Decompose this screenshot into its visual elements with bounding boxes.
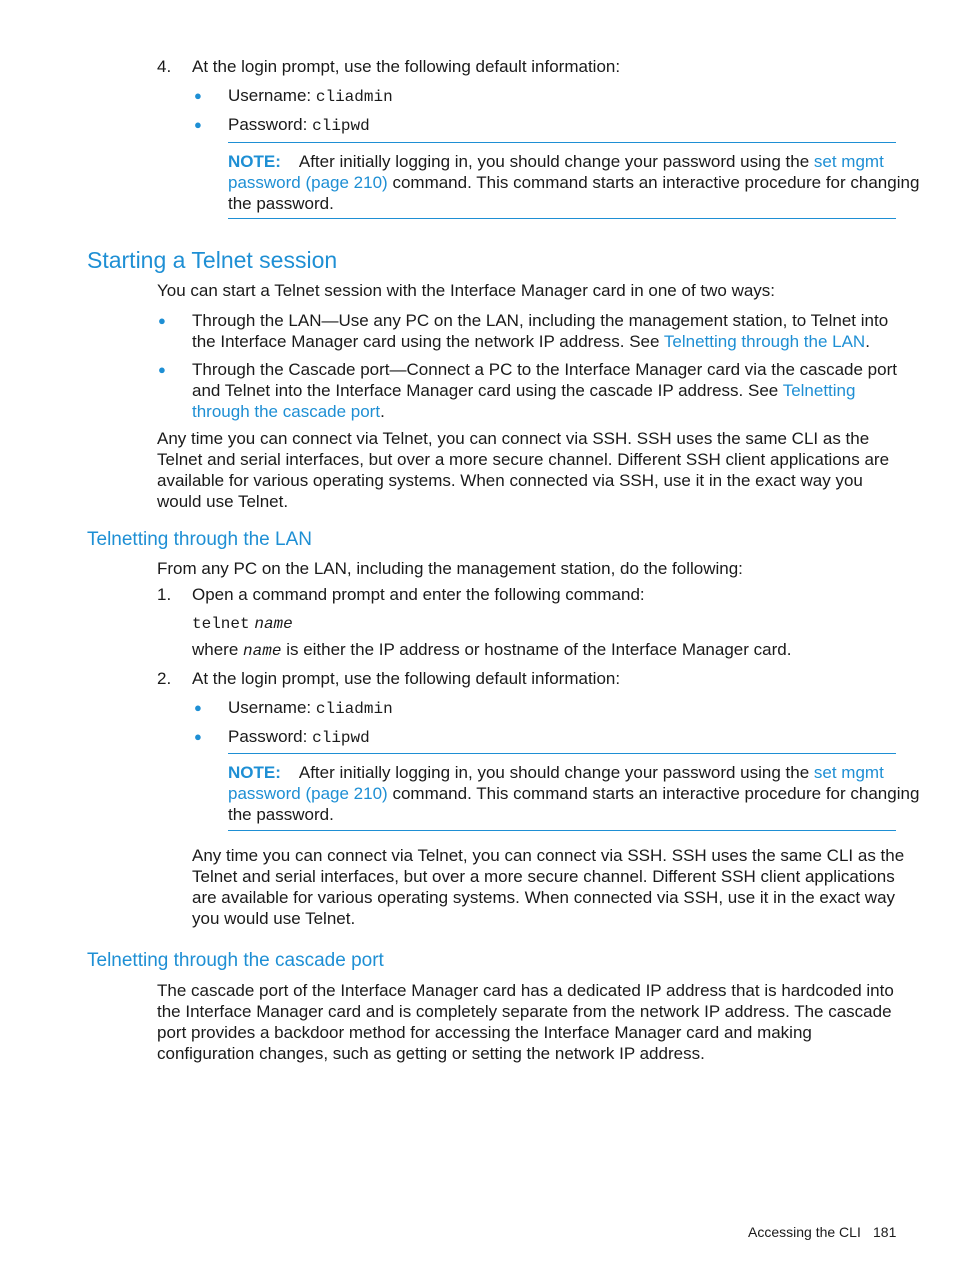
note-text: the password.: [228, 805, 334, 824]
bullet-text: Through the Cascade port—Connect a PC to the Interface Manager card via the cascade port: [192, 360, 897, 379]
set-mgmt-password-link[interactable]: set mgmt: [813, 763, 884, 782]
step-number: 1.: [157, 585, 172, 604]
bullet-icon: ●: [158, 362, 166, 377]
paragraph-line: configuration changes, such as getting or setting the network IP address.: [157, 1044, 705, 1063]
subsection-heading: Telnetting through the LAN: [87, 529, 312, 550]
bullet-icon: ●: [158, 313, 166, 328]
where-post: is either the IP address or hostname of the Interface Manager card.: [286, 640, 792, 659]
where-arg: name: [243, 642, 282, 660]
bullet-icon: ●: [194, 729, 202, 744]
bullet-icon: ●: [194, 700, 202, 715]
bullet-icon: ●: [194, 117, 202, 132]
period: .: [380, 402, 385, 421]
note-top-rule: [228, 753, 896, 754]
note-label: NOTE:: [228, 152, 281, 171]
subsection-intro: From any PC on the LAN, including the management station, do the following:: [157, 559, 743, 578]
password-item: [228, 114, 370, 137]
telnetting-cascade-link[interactable]: through the cascade port: [192, 402, 381, 421]
bullet-text: Through the LAN—Use any PC on the LAN, including the management station, to Telnet into: [192, 311, 889, 330]
bullet-text-segment: the Interface Manager card using the network IP address. See: [192, 332, 660, 351]
password-value: clipwd: [312, 729, 370, 747]
footer-section-title: Accessing the CLI: [748, 1224, 861, 1240]
bullet-icon: ●: [194, 88, 202, 103]
note-bottom-rule: [228, 830, 896, 831]
command-arg: name: [254, 615, 293, 633]
password-label: Password:: [228, 727, 308, 746]
username-label: Username:: [228, 698, 312, 717]
where-line: [192, 639, 791, 662]
paragraph-line: the Interface Manager card and is completely separate from the network IP address. The cascade: [157, 1002, 892, 1021]
paragraph-line: port provides a backdoor method for accessing the Interface Manager card and making: [157, 1023, 812, 1042]
password-item: [228, 726, 370, 749]
step-text: At the login prompt, use the following default information:: [192, 57, 621, 76]
note-line: [228, 783, 919, 804]
username-value: cliadmin: [315, 700, 393, 718]
page-number: 181: [873, 1224, 897, 1240]
note-text: command. This command starts an interactive procedure for changing: [392, 784, 920, 803]
step-number: 2.: [157, 669, 172, 688]
set-mgmt-password-link[interactable]: password (page 210): [228, 173, 388, 192]
step-text: At the login prompt, use the following default information:: [192, 669, 621, 688]
where-pre: where: [192, 640, 239, 659]
subsection-heading: Telnetting through the cascade port: [87, 950, 384, 971]
paragraph-line: Telnet and serial interfaces, but over a more secure channel. Different SSH client applications: [192, 867, 895, 886]
bullet-text-segment: and Telnet into the Interface Manager card using the cascade IP address. See: [192, 381, 779, 400]
username-item: [228, 85, 393, 108]
bullet-text: [192, 380, 855, 401]
paragraph-line: available for various operating systems. When connected via SSH, use it in the exact way you: [157, 471, 863, 490]
step-number: 4.: [157, 57, 172, 76]
bullet-text: [192, 401, 385, 422]
set-mgmt-password-link[interactable]: set mgmt: [813, 152, 884, 171]
note-line: [228, 762, 884, 783]
note-top-rule: [228, 142, 896, 143]
paragraph-line: Any time you can connect via Telnet, you can connect via SSH. SSH uses the same CLI as the: [157, 429, 870, 448]
paragraph-line: would use Telnet.: [157, 492, 289, 511]
note-text: After initially logging in, you should change your password using the: [298, 763, 810, 782]
bullet-text: [192, 331, 870, 352]
note-text: After initially logging in, you should change your password using the: [298, 152, 810, 171]
command: telnet: [192, 615, 250, 633]
note-text: command. This command starts an interactive procedure for changing: [392, 173, 920, 192]
period: .: [865, 332, 870, 351]
section-heading: Starting a Telnet session: [87, 247, 338, 273]
telnetting-cascade-link[interactable]: Telnetting: [782, 381, 856, 400]
paragraph-line: are available for various operating systems. When connected via SSH, use it in the exact way: [192, 888, 896, 907]
set-mgmt-password-link[interactable]: password (page 210): [228, 784, 388, 803]
paragraph-line: The cascade port of the Interface Manager card has a dedicated IP address that is hardcoded into: [157, 981, 894, 1000]
note-text: the password.: [228, 194, 334, 213]
paragraph-line: you would use Telnet.: [192, 909, 356, 928]
username-label: Username:: [228, 86, 312, 105]
note-bottom-rule: [228, 218, 896, 219]
command-line: [192, 612, 293, 635]
note-line: [228, 151, 884, 172]
paragraph-line: Any time you can connect via Telnet, you can connect via SSH. SSH uses the same CLI as the: [192, 846, 905, 865]
username-item: [228, 697, 393, 720]
password-label: Password:: [228, 115, 308, 134]
note-label: NOTE:: [228, 763, 281, 782]
password-value: clipwd: [312, 117, 370, 135]
username-value: cliadmin: [315, 88, 393, 106]
telnetting-lan-link[interactable]: Telnetting through the LAN: [663, 332, 866, 351]
note-line: [228, 172, 919, 193]
section-intro: You can start a Telnet session with the Interface Manager card in one of two ways:: [157, 281, 776, 300]
step-text: Open a command prompt and enter the following command:: [192, 585, 645, 604]
paragraph-line: Telnet and serial interfaces, but over a more secure channel. Different SSH client applications are: [157, 450, 890, 469]
